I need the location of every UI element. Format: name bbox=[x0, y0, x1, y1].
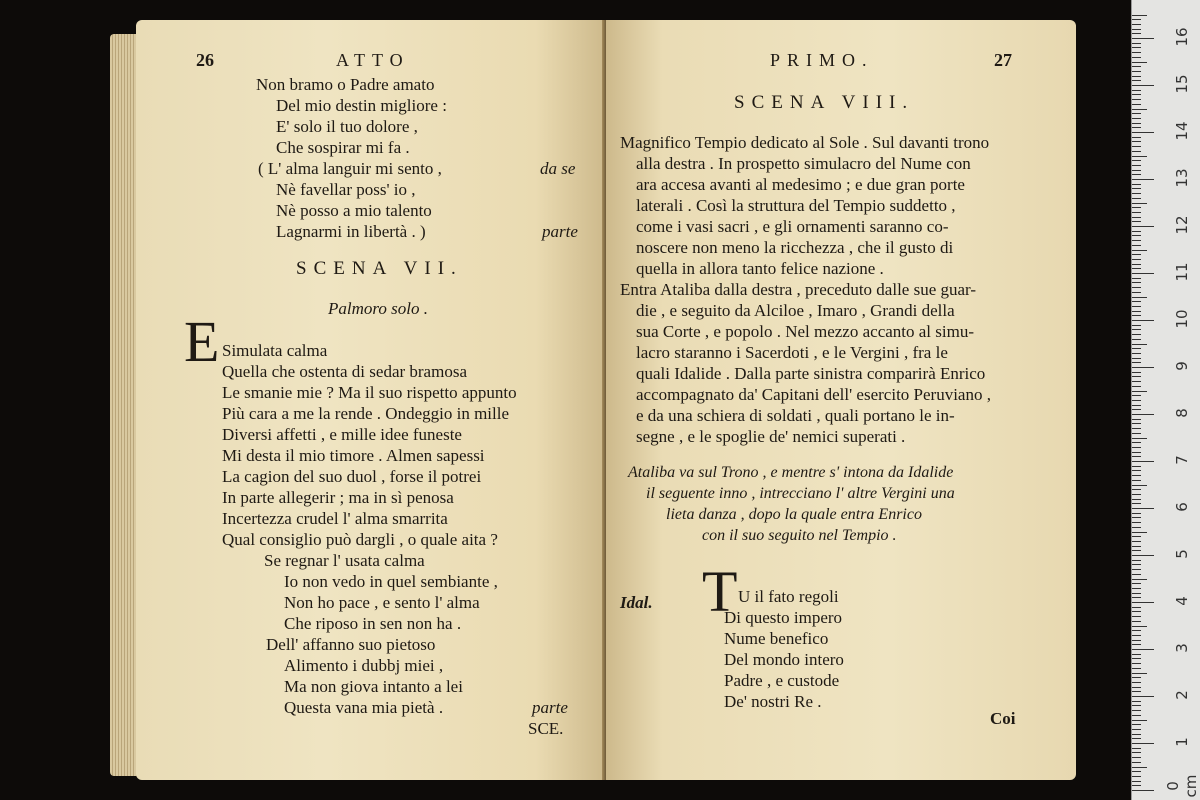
verse-line: Alimento i dubbj miei , bbox=[284, 656, 444, 675]
ruler-number: 3 bbox=[1173, 643, 1191, 653]
ruler-tick bbox=[1132, 532, 1147, 533]
ruler-tick bbox=[1132, 419, 1141, 420]
ruler-tick bbox=[1132, 428, 1141, 429]
ruler-tick bbox=[1132, 517, 1141, 518]
ruler-tick bbox=[1132, 438, 1147, 439]
prose-line: Mi desta il mio timore . Almen sapessi bbox=[222, 446, 485, 465]
ruler-tick bbox=[1132, 90, 1141, 91]
ruler-number: 5 bbox=[1173, 549, 1191, 559]
ruler-tick bbox=[1132, 226, 1154, 227]
ruler-tick bbox=[1132, 301, 1141, 302]
ruler-tick bbox=[1132, 579, 1147, 580]
prose-line: Le smanie mie ? Ma il suo rispetto appunto bbox=[222, 383, 517, 402]
ruler-tick bbox=[1132, 414, 1154, 415]
ruler-tick bbox=[1132, 273, 1154, 274]
ruler-tick bbox=[1132, 376, 1141, 377]
ruler-number: 4 bbox=[1173, 596, 1191, 606]
ruler-tick bbox=[1132, 771, 1141, 772]
ruler-tick bbox=[1132, 550, 1141, 551]
ruler-number: 11 bbox=[1173, 262, 1191, 282]
left-page-number: 26 bbox=[196, 50, 214, 70]
ruler-tick bbox=[1132, 57, 1141, 58]
ruler-tick bbox=[1132, 564, 1141, 565]
ruler-tick bbox=[1132, 663, 1141, 664]
ruler-number: 13 bbox=[1173, 168, 1191, 188]
ruler-tick bbox=[1132, 94, 1141, 95]
ruler-tick bbox=[1132, 193, 1141, 194]
ruler-tick bbox=[1132, 442, 1141, 443]
ruler-tick bbox=[1132, 334, 1141, 335]
description-line: quali Idalide . Dalla parte sinistra comparirà Enrico bbox=[636, 364, 986, 383]
ruler-tick bbox=[1132, 156, 1147, 157]
ruler-tick bbox=[1132, 315, 1141, 316]
ruler-tick bbox=[1132, 325, 1141, 326]
description-line: laterali . Così la struttura del Tempio suddetto , bbox=[636, 196, 956, 215]
ruler-tick bbox=[1132, 569, 1141, 570]
description-line: segne , e le spoglie de' nemici superati . bbox=[636, 427, 906, 446]
ruler-tick bbox=[1132, 381, 1141, 382]
ruler-tick bbox=[1132, 597, 1141, 598]
italic-direction-line: lieta danza , dopo la quale entra Enrico bbox=[666, 506, 922, 523]
scene-title: SCENA VII. bbox=[296, 258, 463, 279]
ruler-tick bbox=[1132, 259, 1141, 260]
description-line: sua Corte , e popolo . Nel mezzo accanto al simu- bbox=[636, 322, 974, 341]
ruler-tick bbox=[1132, 409, 1141, 410]
ruler-tick bbox=[1132, 710, 1141, 711]
prose-line: Simulata calma bbox=[222, 341, 328, 360]
ruler-tick bbox=[1132, 85, 1154, 86]
ruler-tick bbox=[1132, 687, 1141, 688]
ruler-tick bbox=[1132, 489, 1141, 490]
ruler-tick bbox=[1132, 123, 1141, 124]
verse-line: Che riposo in sen non ha . bbox=[284, 614, 462, 633]
ruler-tick bbox=[1132, 767, 1147, 768]
aria-line: ( L' alma languir mi sento , bbox=[258, 159, 442, 178]
ruler-tick bbox=[1132, 76, 1141, 77]
ruler-tick bbox=[1132, 668, 1141, 669]
description-line: noscere non meno la ricchezza , che il gusto di bbox=[636, 238, 954, 257]
ruler-tick bbox=[1132, 62, 1147, 63]
ruler-tick bbox=[1132, 188, 1141, 189]
description-line: alla destra . In prospetto simulacro del Nume con bbox=[636, 154, 971, 173]
ruler-tick bbox=[1132, 282, 1141, 283]
ruler-tick bbox=[1132, 673, 1147, 674]
ruler-tick bbox=[1132, 574, 1141, 575]
ruler-tick bbox=[1132, 372, 1141, 373]
ruler-tick bbox=[1132, 311, 1141, 312]
ruler-tick bbox=[1132, 198, 1141, 199]
ruler-tick bbox=[1132, 705, 1141, 706]
ruler-tick bbox=[1132, 264, 1141, 265]
ruler-tick bbox=[1132, 682, 1141, 683]
measurement-ruler bbox=[1131, 0, 1200, 800]
ruler-number: 2 bbox=[1173, 690, 1191, 700]
description-line: Entra Ataliba dalla destra , preceduto dalle sue guar- bbox=[620, 280, 977, 299]
ruler-tick bbox=[1132, 362, 1141, 363]
exit-direction: parte bbox=[532, 698, 568, 717]
drop-cap: T bbox=[702, 559, 738, 624]
ruler-tick bbox=[1132, 245, 1141, 246]
left-page bbox=[136, 20, 606, 780]
ruler-tick bbox=[1132, 19, 1141, 20]
verse-line: Se regnar l' usata calma bbox=[264, 551, 425, 570]
description-line: ara accesa avanti al medesimo ; e due gran porte bbox=[636, 175, 965, 194]
left-running-head: ATTO bbox=[336, 50, 410, 70]
aria-line: Del mio destin migliore : bbox=[276, 96, 447, 115]
ruler-tick bbox=[1132, 752, 1141, 753]
ruler-tick bbox=[1132, 254, 1141, 255]
description-line: e da una schiera di soldati , quali portano le in- bbox=[636, 406, 955, 425]
hymn-line: U il fato regoli bbox=[738, 587, 839, 606]
italic-direction-line: con il suo seguito nel Tempio . bbox=[702, 527, 897, 544]
ruler-tick bbox=[1132, 588, 1141, 589]
stage-direction: da se bbox=[540, 159, 576, 178]
ruler-tick bbox=[1132, 160, 1141, 161]
ruler-tick bbox=[1132, 743, 1154, 744]
ruler-number: 14 bbox=[1173, 121, 1191, 141]
ruler-tick bbox=[1132, 170, 1141, 171]
ruler-tick bbox=[1132, 461, 1154, 462]
italic-direction-line: il seguente inno , intrecciano l' altre Vergini una bbox=[646, 485, 955, 502]
ruler-tick bbox=[1132, 391, 1147, 392]
speaker-label: Idal. bbox=[620, 593, 653, 612]
ruler-number: 1 bbox=[1173, 737, 1191, 747]
ruler-tick bbox=[1132, 644, 1141, 645]
ruler-tick bbox=[1132, 508, 1154, 509]
ruler-tick bbox=[1132, 179, 1154, 180]
ruler-tick bbox=[1132, 29, 1141, 30]
ruler-tick bbox=[1132, 583, 1141, 584]
description-line: lacro staranno i Sacerdoti , e le Vergini , fra le bbox=[636, 343, 948, 362]
ruler-tick bbox=[1132, 762, 1141, 763]
ruler-tick bbox=[1132, 405, 1141, 406]
open-book bbox=[110, 20, 1090, 780]
ruler-tick bbox=[1132, 452, 1141, 453]
ruler-tick bbox=[1132, 113, 1141, 114]
aria-line: Lagnarmi in libertà . ) bbox=[276, 222, 426, 241]
ruler-tick bbox=[1132, 475, 1141, 476]
ruler-tick bbox=[1132, 207, 1141, 208]
ruler-tick bbox=[1132, 776, 1141, 777]
aria-line: Nè posso a mio talento bbox=[276, 201, 432, 220]
ruler-tick bbox=[1132, 212, 1141, 213]
ruler-tick bbox=[1132, 649, 1154, 650]
ruler-number: 15 bbox=[1173, 74, 1191, 94]
prose-line: In parte allegerir ; ma in sì penosa bbox=[222, 488, 454, 507]
aria-line: Non bramo o Padre amato bbox=[256, 75, 435, 94]
ruler-tick bbox=[1132, 691, 1141, 692]
ruler-tick bbox=[1132, 320, 1154, 321]
ruler-tick bbox=[1132, 137, 1141, 138]
ruler-tick bbox=[1132, 630, 1141, 631]
description-line: quella in allora tanto felice nazione . bbox=[636, 259, 884, 278]
ruler-tick bbox=[1132, 527, 1141, 528]
ruler-tick bbox=[1132, 235, 1141, 236]
ruler-tick bbox=[1132, 696, 1154, 697]
aria-line: Che sospirar mi fa . bbox=[276, 138, 410, 157]
ruler-tick bbox=[1132, 456, 1141, 457]
description-line: accompagnato da' Capitani dell' esercito Peruviano , bbox=[636, 385, 991, 404]
ruler-tick bbox=[1132, 635, 1141, 636]
ruler-tick bbox=[1132, 33, 1141, 34]
hymn-line: Padre , e custode bbox=[724, 671, 840, 690]
ruler-tick bbox=[1132, 654, 1141, 655]
verse-line: Questa vana mia pietà . bbox=[284, 698, 444, 717]
ruler-number: 9 bbox=[1173, 361, 1191, 371]
ruler-tick bbox=[1132, 781, 1141, 782]
verse-line: Non ho pace , e sento l' alma bbox=[284, 593, 480, 612]
drop-cap: E bbox=[184, 309, 220, 374]
scene-subtitle: Palmoro solo . bbox=[328, 299, 428, 318]
ruler-tick bbox=[1132, 297, 1147, 298]
prose-line: Qual consiglio può dargli , o quale aita ? bbox=[222, 530, 498, 549]
ruler-unit-label: 0 cm bbox=[1164, 774, 1200, 798]
ruler-tick bbox=[1132, 701, 1141, 702]
ruler-tick bbox=[1132, 513, 1141, 514]
aria-line: Nè favellar poss' io , bbox=[276, 180, 416, 199]
ruler-tick bbox=[1132, 724, 1141, 725]
ruler-tick bbox=[1132, 80, 1141, 81]
ruler-tick bbox=[1132, 344, 1147, 345]
ruler-tick bbox=[1132, 757, 1141, 758]
ruler-tick bbox=[1132, 677, 1141, 678]
ruler-tick bbox=[1132, 729, 1141, 730]
catchword: Coi bbox=[990, 709, 1016, 728]
ruler-tick bbox=[1132, 536, 1141, 537]
ruler-tick bbox=[1132, 494, 1141, 495]
ruler-tick bbox=[1132, 52, 1141, 53]
ruler-tick bbox=[1132, 66, 1141, 67]
ruler-tick bbox=[1132, 466, 1141, 467]
ruler-tick bbox=[1132, 203, 1147, 204]
ruler-tick bbox=[1132, 278, 1141, 279]
ruler-tick bbox=[1132, 546, 1141, 547]
ruler-tick bbox=[1132, 217, 1141, 218]
ruler-tick bbox=[1132, 104, 1141, 105]
scene-title: SCENA VIII. bbox=[734, 92, 915, 113]
ruler-number: 10 bbox=[1173, 309, 1191, 329]
ruler-tick bbox=[1132, 423, 1141, 424]
ruler-tick bbox=[1132, 240, 1141, 241]
ruler-tick bbox=[1132, 339, 1141, 340]
verse-line: Ma non giova intanto a lei bbox=[284, 677, 463, 696]
ruler-tick bbox=[1132, 174, 1141, 175]
ruler-tick bbox=[1132, 470, 1141, 471]
ruler-tick bbox=[1132, 626, 1147, 627]
ruler-tick bbox=[1132, 602, 1154, 603]
ruler-tick bbox=[1132, 141, 1141, 142]
ruler-tick bbox=[1132, 184, 1141, 185]
ruler-tick bbox=[1132, 358, 1141, 359]
description-line: die , e seguito da Alciloe , Imaro , Grandi della bbox=[636, 301, 955, 320]
ruler-tick bbox=[1132, 386, 1141, 387]
right-page bbox=[606, 20, 1076, 780]
ruler-tick bbox=[1132, 485, 1147, 486]
ruler-tick bbox=[1132, 268, 1141, 269]
ruler-tick bbox=[1132, 658, 1141, 659]
ruler-tick bbox=[1132, 640, 1141, 641]
ruler-tick bbox=[1132, 790, 1154, 791]
ruler-tick bbox=[1132, 541, 1141, 542]
prose-line: Diversi affetti , e mille idee funeste bbox=[222, 425, 462, 444]
ruler-tick bbox=[1132, 127, 1141, 128]
ruler-tick bbox=[1132, 738, 1141, 739]
ruler-tick bbox=[1132, 24, 1141, 25]
verse-line: Dell' affanno suo pietoso bbox=[266, 635, 436, 654]
ruler-tick bbox=[1132, 353, 1141, 354]
ruler-tick bbox=[1132, 146, 1141, 147]
ruler-tick bbox=[1132, 715, 1141, 716]
ruler-tick bbox=[1132, 306, 1141, 307]
hymn-line: Di questo impero bbox=[724, 608, 843, 627]
ruler-tick bbox=[1132, 400, 1141, 401]
description-line: come i vasi sacri , e gli ornamenti saranno co- bbox=[636, 217, 949, 236]
ruler-tick bbox=[1132, 480, 1141, 481]
ruler-tick bbox=[1132, 555, 1154, 556]
ruler-number: 8 bbox=[1173, 408, 1191, 418]
ruler-tick bbox=[1132, 151, 1141, 152]
ruler-tick bbox=[1132, 593, 1141, 594]
ruler-tick bbox=[1132, 734, 1141, 735]
verse-line: Io non vedo in quel sembiante , bbox=[284, 572, 498, 591]
ruler-tick bbox=[1132, 99, 1141, 100]
ruler-tick bbox=[1132, 447, 1141, 448]
ruler-tick bbox=[1132, 47, 1141, 48]
ruler-tick bbox=[1132, 329, 1141, 330]
ruler-number: 16 bbox=[1173, 27, 1191, 47]
ruler-tick bbox=[1132, 367, 1154, 368]
right-running-head: PRIMO. bbox=[770, 50, 874, 70]
ruler-tick bbox=[1132, 292, 1141, 293]
ruler-tick bbox=[1132, 785, 1141, 786]
ruler-tick bbox=[1132, 395, 1141, 396]
ruler-tick bbox=[1132, 118, 1141, 119]
ruler-number: 6 bbox=[1173, 502, 1191, 512]
ruler-tick bbox=[1132, 560, 1141, 561]
ruler-tick bbox=[1132, 43, 1141, 44]
ruler-tick bbox=[1132, 616, 1141, 617]
ruler-tick bbox=[1132, 15, 1147, 16]
ruler-tick bbox=[1132, 38, 1154, 39]
prose-line: La cagion del suo duol , forse il potrei bbox=[222, 467, 482, 486]
ruler-tick bbox=[1132, 221, 1141, 222]
catchword: SCE. bbox=[528, 719, 564, 738]
ruler-tick bbox=[1132, 607, 1141, 608]
ruler-tick bbox=[1132, 231, 1141, 232]
ruler-tick bbox=[1132, 621, 1141, 622]
prose-line: Incertezza crudel l' alma smarrita bbox=[222, 509, 448, 528]
ruler-tick bbox=[1132, 611, 1141, 612]
prose-line: Più cara a me la rende . Ondeggio in mille bbox=[222, 404, 510, 423]
ruler-tick bbox=[1132, 109, 1147, 110]
description-line: Magnifico Tempio dedicato al Sole . Sul davanti trono bbox=[620, 133, 990, 152]
ruler-tick bbox=[1132, 250, 1147, 251]
ruler-tick bbox=[1132, 71, 1141, 72]
ruler-tick bbox=[1132, 348, 1141, 349]
ruler-tick bbox=[1132, 287, 1141, 288]
ruler-tick bbox=[1132, 433, 1141, 434]
ruler-tick bbox=[1132, 720, 1147, 721]
ruler-number: 7 bbox=[1173, 455, 1191, 465]
ruler-tick bbox=[1132, 499, 1141, 500]
aria-line: E' solo il tuo dolore , bbox=[276, 117, 418, 136]
italic-direction-line: Ataliba va sul Trono , e mentre s' intona da Idalide bbox=[628, 464, 954, 481]
ruler-tick bbox=[1132, 522, 1141, 523]
ruler-tick bbox=[1132, 165, 1141, 166]
ruler-tick bbox=[1132, 503, 1141, 504]
ruler-tick bbox=[1132, 748, 1141, 749]
hymn-line: De' nostri Re . bbox=[724, 692, 822, 711]
ruler-tick bbox=[1132, 132, 1154, 133]
ruler-number: 12 bbox=[1173, 215, 1191, 235]
hymn-line: Del mondo intero bbox=[724, 650, 844, 669]
right-page-number: 27 bbox=[994, 50, 1012, 70]
prose-line: Quella che ostenta di sedar bramosa bbox=[222, 362, 467, 381]
hymn-line: Nume benefico bbox=[724, 629, 829, 648]
stage-direction: parte bbox=[542, 222, 578, 241]
